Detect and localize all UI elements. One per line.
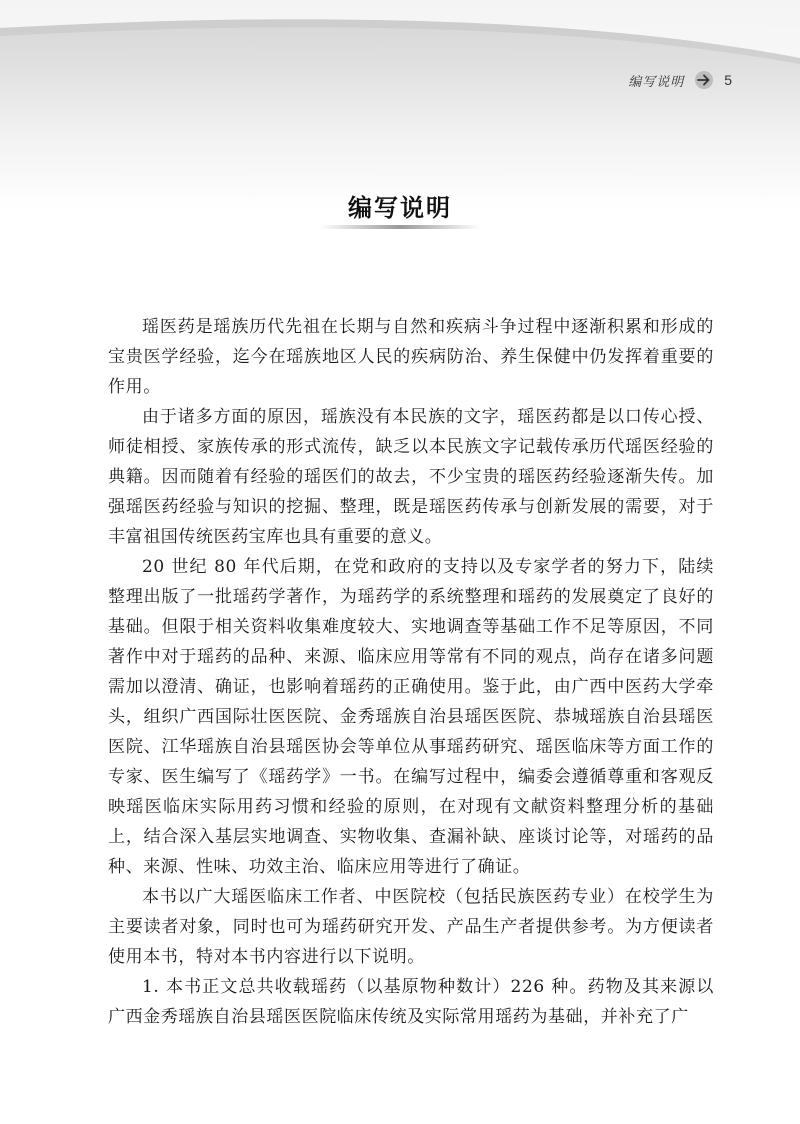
paragraph: 20 世纪 80 年代后期，在党和政府的支持以及专家学者的努力下，陆续整理出版了一批瑶药学著作，为瑶药学的系统整理和瑶药的发展奠定了良好的基础。但限于相关资料收集难度较大、实地调查等基础工作不足等原因，不同著作中对于瑶药的品种、来源、临床应用等常有不同的观点，尚存在诸多问题需加以澄清、确证，也影响着瑶药的正确使用。鉴于此，由广西中医药大学牵头，组织广西国际壮医医院、金秀瑶族自治县瑶医医院、恭城瑶族自治县瑶医医院、江华瑶族自治县瑶医协会等单位从事瑶药研究、瑶医临床等方面工作的专家、医生编写了《瑶药学》一书。在编写过程中，编委会遵循尊重和客观反映瑶医临床实际用药习惯和经验的原则，在对现有文献资料整理分析的基础上，结合深入基层实地调查、实物收集、查漏补缺、座谈讨论等，对瑶药的品种、来源、性味、功效主治、临床应用等进行了确证。 [108, 557, 714, 877]
paragraph: 本书以广大瑶医临床工作者、中医院校（包括民族医药专业）在校学生为主要读者对象，同时也可为瑶药研究开发、产品生产者提供参考。为方便读者使用本书，特对本书内容进行以下说明。 [108, 887, 714, 967]
title-underline [320, 225, 480, 229]
header-swoosh [0, 0, 800, 210]
paragraph: 瑶医药是瑶族历代先祖在长期与自然和疾病斗争过程中逐渐积累和形成的宝贵医学经验，迄今在瑶族地区人民的疾病防治、养生保健中仍发挥着重要的作用。 [108, 317, 714, 397]
body-text [108, 312, 714, 1032]
running-head [628, 70, 732, 90]
paragraph: 由于诸多方面的原因，瑶族没有本民族的文字，瑶医药都是以口传心授、师徒相授、家族传承的形式流传，缺乏以本民族文字记载传承历代瑶医经验的典籍。因而随着有经验的瑶医们的故去，不少宝贵的瑶医药经验逐渐失传。加强瑶医药经验与知识的挖掘、整理，既是瑶医药传承与创新发展的需要，对于丰富祖国传统医药宝库也具有重要的意义。 [108, 407, 714, 547]
arrow-right-icon [694, 70, 714, 90]
paragraph: 1. 本书正文总共收载瑶药（以基原物种数计）226 种。药物及其来源以广西金秀瑶族自治县瑶医医院临床传统及实际常用瑶药为基础，并补充了广 [108, 977, 714, 1027]
page-title: 编写说明 [348, 194, 452, 222]
running-head-section: 编写说明 [628, 74, 685, 90]
page-number: 5 [724, 72, 732, 88]
